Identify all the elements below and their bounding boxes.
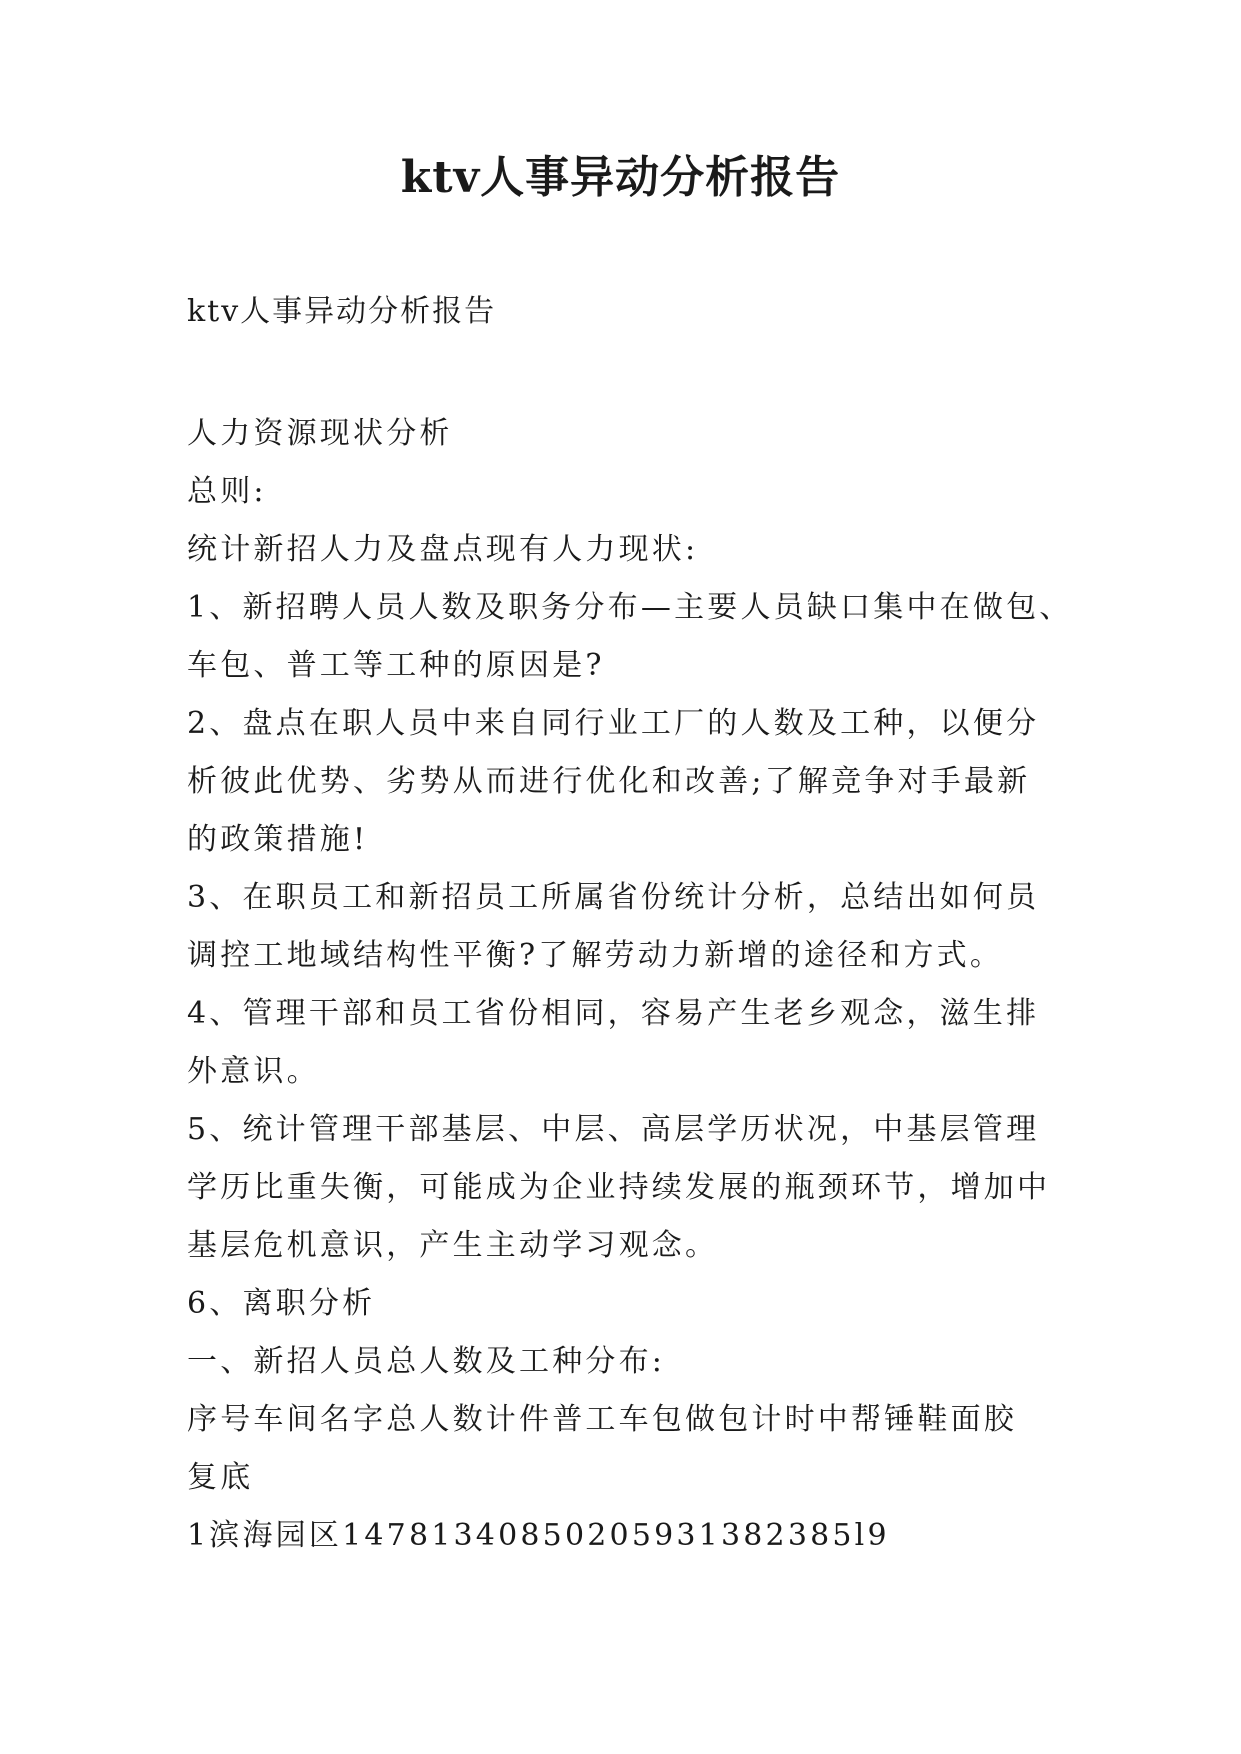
body-line: 调控工地域结构性平衡?了解劳动力新增的途径和方式。 — [187, 938, 1004, 973]
body-line: 总则: — [187, 474, 267, 509]
body-line: 学历比重失衡，可能成为企业持续发展的瓶颈环节，增加中 — [187, 1170, 1051, 1205]
document-body — [187, 405, 1073, 1565]
body-line: 人力资源现状分析 — [187, 416, 453, 451]
body-line: 的政策措施! — [187, 822, 369, 857]
body-line: 4、管理干部和员工省份相同，容易产生老乡观念，滋生排 — [187, 996, 1040, 1031]
body-line: 车包、普工等工种的原因是? — [187, 648, 605, 683]
body-line: 一、新招人员总人数及工种分布: — [187, 1344, 666, 1379]
body-line: 6、离职分析 — [187, 1286, 376, 1321]
body-line: 1、新招聘人员人数及职务分布—主要人员缺口集中在做包、 — [187, 590, 1073, 625]
body-line: 3、在职员工和新招员工所属省份统计分析，总结出如何员 — [187, 880, 1040, 915]
body-line: 基层危机意识，产生主动学习观念。 — [187, 1228, 719, 1263]
body-line: 外意识。 — [187, 1054, 320, 1089]
body-line: 统计新招人力及盘点现有人力现状: — [187, 532, 699, 567]
document-subtitle: ktv人事异动分析报告 — [187, 294, 497, 329]
document-title: ktv人事异动分析报告 — [400, 152, 841, 203]
body-line: 序号车间名字总人数计件普工车包做包计时中帮锤鞋面胶 — [187, 1402, 1017, 1437]
body-line: 1滨海园区14781340850205931382385l9 — [187, 1518, 890, 1553]
body-line: 5、统计管理干部基层、中层、高层学历状况，中基层管理 — [187, 1112, 1040, 1147]
body-line: 析彼此优势、劣势从而进行优化和改善;了解竞争对手最新 — [187, 764, 1031, 799]
body-line: 2、盘点在职人员中来自同行业工厂的人数及工种，以便分 — [187, 706, 1040, 741]
body-line: 复底 — [187, 1460, 254, 1495]
